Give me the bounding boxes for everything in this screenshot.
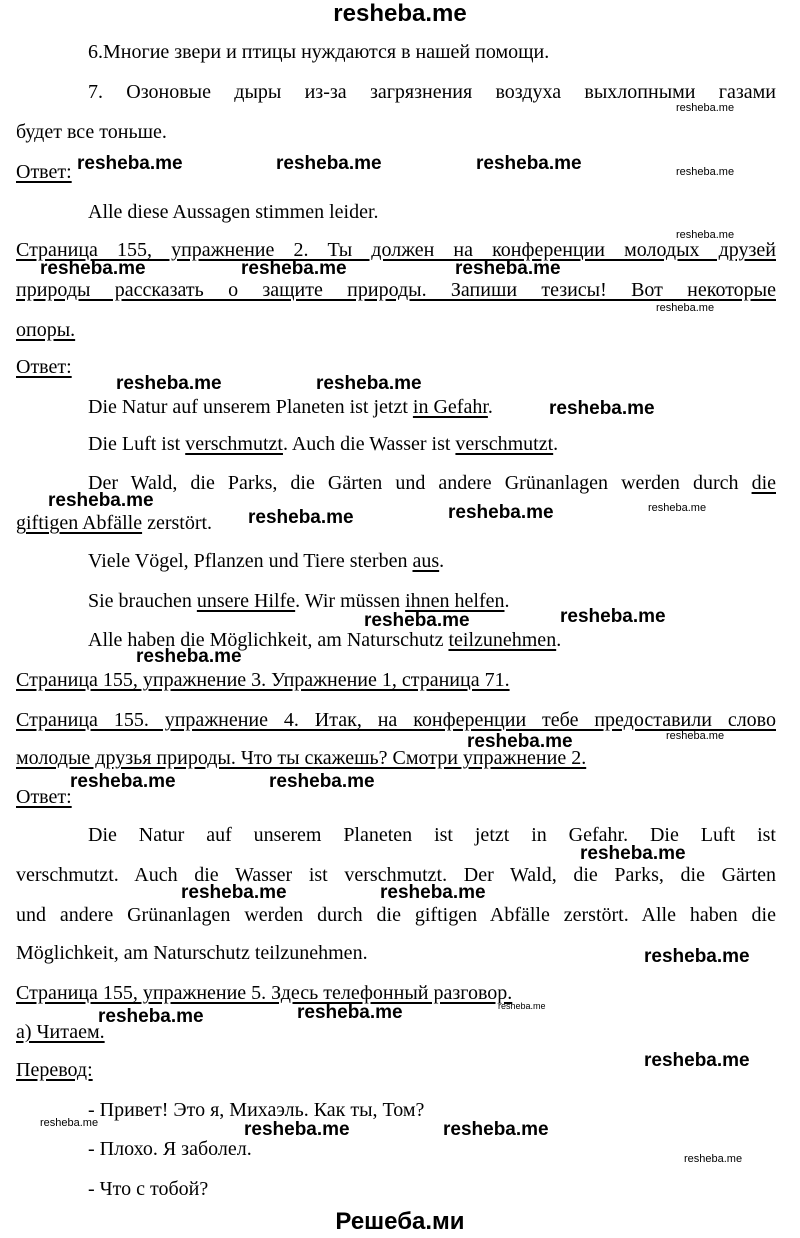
watermark: resheba.me	[549, 398, 655, 419]
watermark: resheba.me	[116, 373, 222, 394]
watermark: resheba.me	[276, 153, 382, 174]
task-2-line3: опоры.	[16, 319, 76, 341]
task-2-line1: Страница 155, упражнение 2. Ты должен на конференции молодых друзей	[16, 239, 776, 261]
answer-label-2: Ответ:	[16, 356, 72, 378]
watermark: resheba.me	[269, 771, 375, 792]
watermark-small: resheba.me	[676, 166, 735, 178]
underlined-phrase: teilzunehmen	[448, 629, 557, 651]
watermark: resheba.me	[644, 1050, 750, 1071]
watermark: resheba.me	[244, 1119, 350, 1140]
watermark: resheba.me	[364, 610, 470, 631]
thesis-3-line1: Der Wald, die Parks, die Gärten und andere Grünanlagen werden durch die	[88, 472, 776, 494]
watermark-small: resheba.me	[40, 1117, 99, 1129]
underlined-phrase: unsere Hilfe	[196, 590, 296, 612]
translation-label: Перевод:	[16, 1059, 93, 1081]
task-4-line1: Страница 155. упражнение 4. Итак, на конференции тебе предоставили слово	[16, 709, 776, 731]
watermark: resheba.me	[248, 507, 354, 528]
dialog-line-2: - Плохо. Я заболел.	[88, 1138, 252, 1160]
watermark: resheba.me	[380, 882, 486, 903]
underlined-phrase: in Gefahr	[412, 396, 488, 418]
paragraph-line1: Die Natur auf unserem Planeten ist jetzt in Gefahr. Die Luft ist	[88, 824, 776, 846]
paragraph-line4: Möglichkeit, am Naturschutz teilzunehmen.	[16, 942, 368, 964]
watermark-small: resheba.me	[498, 1001, 546, 1011]
watermark: resheba.me	[136, 646, 242, 667]
underlined-phrase: ihnen helfen	[405, 590, 505, 612]
underlined-phrase: verschmutzt	[455, 433, 554, 455]
watermark: resheba.me	[316, 373, 422, 394]
watermark: resheba.me	[77, 153, 183, 174]
underlined-phrase: aus	[412, 550, 440, 572]
watermark: resheba.me	[181, 882, 287, 903]
task-2-line2: природы рассказать о защите природы. Запиши тезисы! Вот некоторые	[16, 279, 776, 301]
dialog-line-1: - Привет! Это я, Михаэль. Как ты, Том?	[88, 1099, 425, 1121]
watermark-small: resheba.me	[676, 229, 735, 241]
read-label: а) Читаем.	[16, 1021, 105, 1043]
paragraph-line2: verschmutzt. Auch die Wasser ist verschmutzt. Der Wald, die Parks, die Gärten	[16, 864, 776, 886]
thesis-3-line2: giftigen Abfälle zerstört.	[16, 512, 213, 534]
paragraph-line3: und andere Grünanlagen werden durch die giftigen Abfälle zerstört. Alle haben die	[16, 904, 776, 926]
sentence-6: 6.Многие звери и птицы нуждаются в нашей помощи.	[88, 41, 550, 63]
thesis-5: Sie brauchen unsere Hilfe. Wir müssen ihnen helfen.	[88, 590, 510, 612]
watermark-small: resheba.me	[656, 302, 715, 314]
watermark-small: resheba.me	[648, 502, 707, 514]
watermark-small: resheba.me	[684, 1153, 743, 1165]
thesis-6: Alle haben die Möglichkeit, am Naturschutz teilzunehmen.	[88, 629, 562, 651]
watermark: resheba.me	[644, 946, 750, 967]
site-footer: Решеба.ми	[335, 1208, 465, 1235]
task-3: Страница 155, упражнение 3. Упражнение 1, страница 71.	[16, 669, 510, 691]
underlined-phrase: die	[751, 472, 776, 494]
answer-text-1: Alle diese Aussagen stimmen leider.	[88, 201, 379, 223]
watermark-small: resheba.me	[666, 730, 725, 742]
underlined-phrase: verschmutzt	[185, 433, 283, 455]
watermark-small: resheba.me	[676, 102, 735, 114]
task-4-line2: молодые друзья природы. Что ты скажешь? Смотри упражнение 2.	[16, 747, 587, 769]
watermark: resheba.me	[476, 153, 582, 174]
sentence-7-line1: 7. Озоновые дыры из-за загрязнения воздуха выхлопными газами	[88, 81, 776, 103]
watermark: resheba.me	[98, 1006, 204, 1027]
watermark: resheba.me	[455, 258, 561, 279]
underlined-phrase: giftigen Abfälle	[16, 512, 143, 534]
dialog-line-3: - Что с тобой?	[88, 1178, 209, 1200]
watermark: resheba.me	[467, 731, 573, 752]
answer-label-3: Ответ:	[16, 786, 72, 808]
thesis-4: Viele Vögel, Pflanzen und Tiere sterben aus.	[88, 550, 445, 572]
thesis-2: Die Luft ist verschmutzt. Auch die Wasser ist verschmutzt.	[88, 433, 559, 455]
watermark: resheba.me	[448, 502, 554, 523]
watermark: resheba.me	[40, 258, 146, 279]
watermark: resheba.me	[580, 843, 686, 864]
watermark: resheba.me	[241, 258, 347, 279]
thesis-1: Die Natur auf unserem Planeten ist jetzt in Gefahr.	[88, 396, 493, 418]
watermark: resheba.me	[48, 490, 154, 511]
answer-label-1: Ответ:	[16, 161, 72, 183]
sentence-7-line2: будет все тоньше.	[16, 121, 167, 143]
task-5: Страница 155, упражнение 5. Здесь телефонный разговор.	[16, 982, 513, 1004]
watermark: resheba.me	[560, 606, 666, 627]
watermark: resheba.me	[70, 771, 176, 792]
watermark: resheba.me	[297, 1002, 403, 1023]
site-header: resheba.me	[333, 0, 467, 27]
watermark: resheba.me	[443, 1119, 549, 1140]
